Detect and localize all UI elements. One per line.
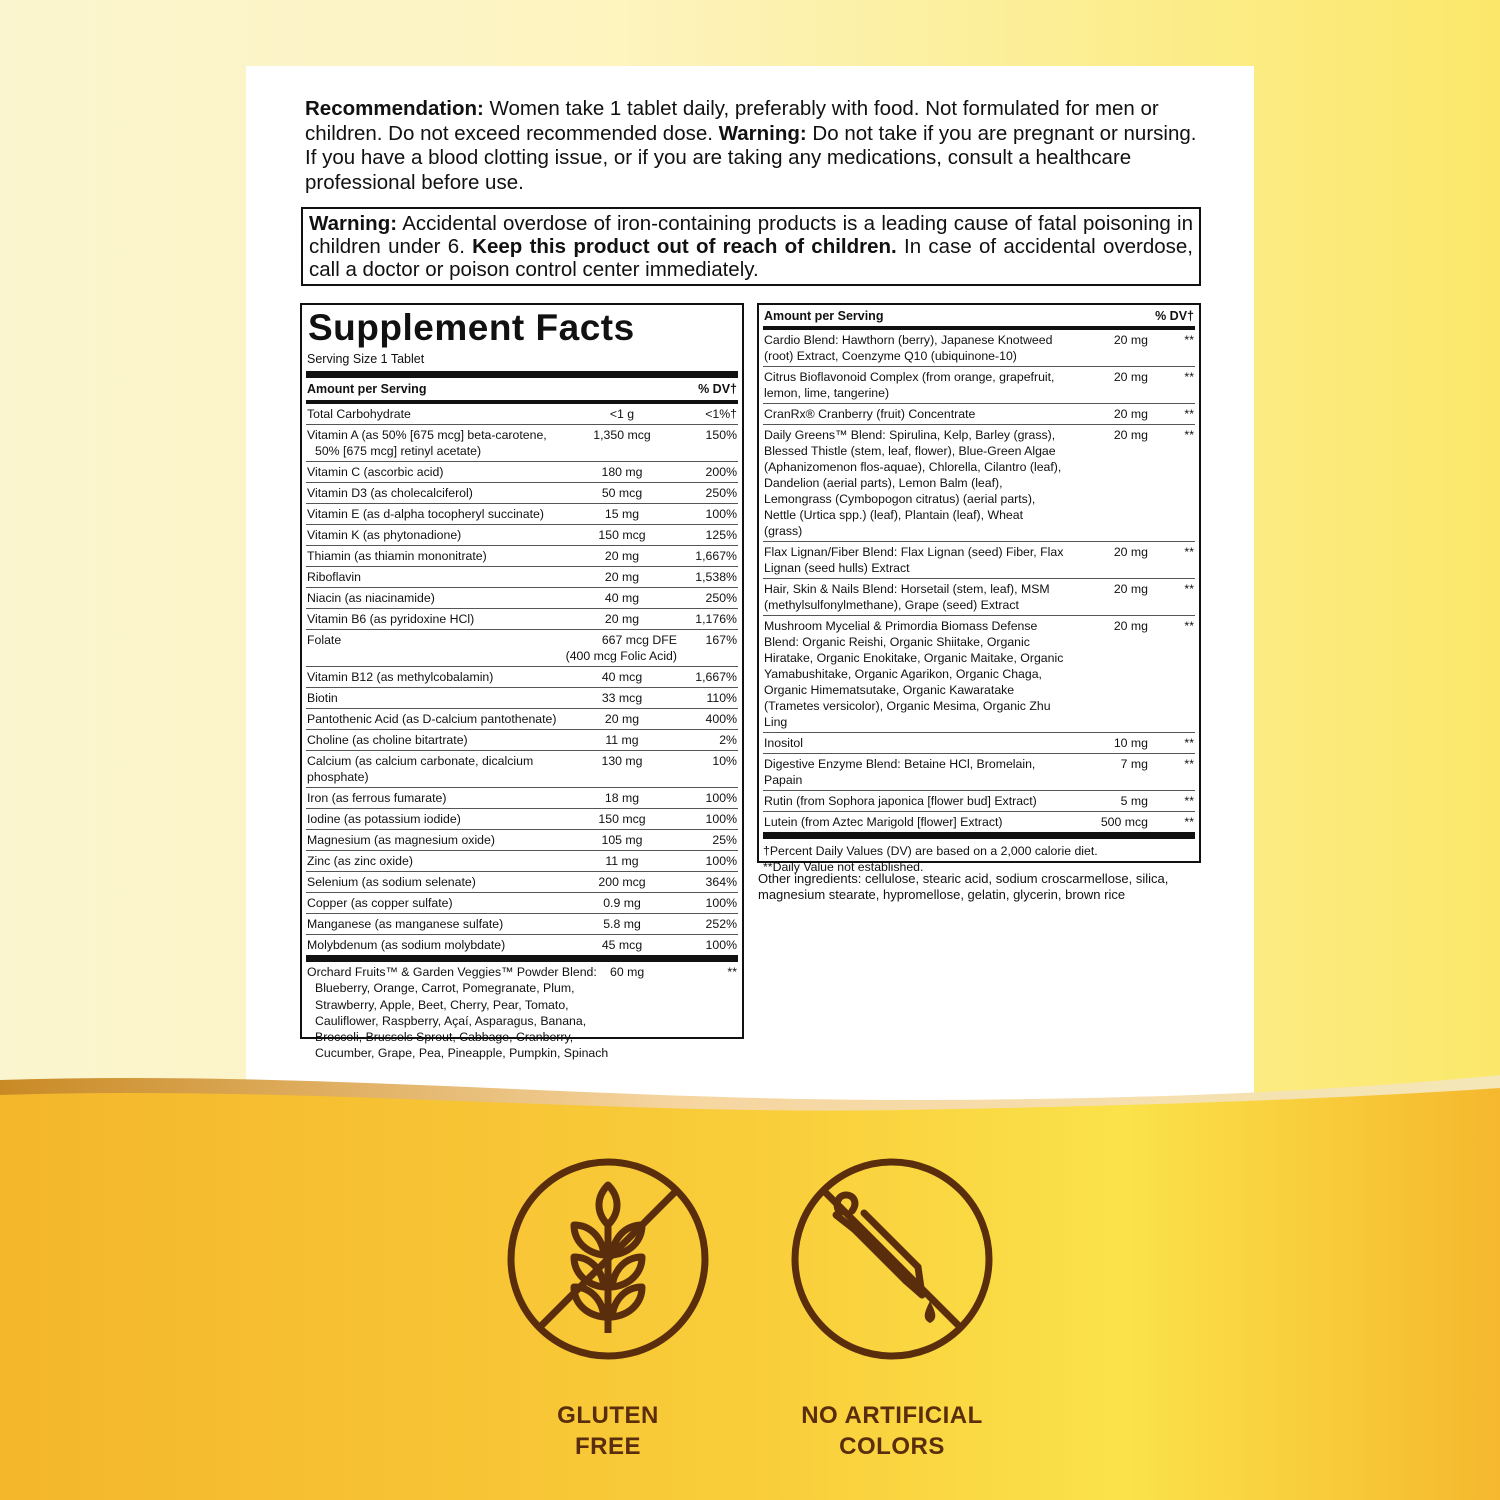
nutrient-row bbox=[306, 934, 738, 955]
nutrient-amount: 11 mg bbox=[605, 854, 639, 868]
serving-size: Serving Size 1 Tablet bbox=[307, 352, 425, 366]
gluten-free-label: GLUTEN FREE bbox=[557, 1402, 659, 1460]
nutrient-dv: 400% bbox=[705, 712, 737, 726]
blend-dv: ** bbox=[1184, 428, 1194, 442]
no-artificial-colors-badge bbox=[788, 1155, 996, 1368]
nutrient-name: Thiamin (as thiamin mononitrate) bbox=[307, 549, 487, 563]
blend-name: Orchard Fruits™ & Garden Veggies™ Powder Blend: bbox=[307, 965, 597, 979]
blend-name: Digestive Enzyme Blend: Betaine HCl, Bromelain, Papain bbox=[764, 757, 1036, 787]
nutrient-name: Niacin (as niacinamide) bbox=[307, 591, 435, 605]
blend-amount: 7 mg bbox=[1120, 757, 1148, 771]
bottom-band bbox=[0, 1060, 1500, 1500]
nutrient-dv: 100% bbox=[705, 812, 737, 826]
nutrient-amount-note: (400 mcg Folic Acid) bbox=[565, 649, 677, 663]
nutrient-amount: 200 mcg bbox=[598, 875, 646, 889]
nutrient-name: Manganese (as manganese sulfate) bbox=[307, 917, 504, 931]
blend-row bbox=[763, 403, 1195, 424]
blend-row bbox=[763, 790, 1195, 811]
nutrient-amount: 150 mcg bbox=[598, 812, 646, 826]
nutrient-name: Vitamin C (ascorbic acid) bbox=[307, 465, 444, 479]
nutrient-row bbox=[306, 503, 738, 524]
blend-amount: 20 mg bbox=[1113, 407, 1148, 421]
nutrient-dv: 1,667% bbox=[695, 670, 737, 684]
blend-row bbox=[763, 541, 1195, 578]
blend-row bbox=[763, 811, 1195, 832]
nutrient-amount: 45 mcg bbox=[601, 938, 643, 952]
nutrient-row bbox=[306, 566, 738, 587]
nutrient-name: Iodine (as potassium iodide) bbox=[307, 812, 461, 826]
blend-name: Citrus Bioflavonoid Complex (from orange, grapefruit, lemon, lime, tangerine) bbox=[764, 370, 1055, 400]
blend-dv: ** bbox=[1184, 370, 1194, 384]
blend-amount: 20 mg bbox=[1113, 545, 1148, 559]
nutrient-row bbox=[306, 608, 738, 629]
nutrient-dv: 100% bbox=[705, 938, 737, 952]
nutrient-row bbox=[306, 787, 738, 808]
amount-header: Amount per Serving bbox=[307, 382, 427, 396]
no-artificial-colors-label: NO ARTIFICIAL COLORS bbox=[801, 1402, 983, 1460]
nutrient-amount: 20 mg bbox=[604, 549, 640, 563]
nutrient-name: Vitamin A (as 50% [675 mcg] beta-carotene, bbox=[307, 428, 547, 442]
nutrient-dv: 100% bbox=[705, 896, 737, 910]
facts-table bbox=[306, 371, 738, 1064]
nutrient-dv: 125% bbox=[705, 528, 737, 542]
nutrient-amount: 33 mcg bbox=[601, 691, 643, 705]
nutrient-dv: 1,667% bbox=[695, 549, 737, 563]
blend-dv: ** bbox=[1184, 815, 1194, 829]
supplement-facts-title: Supplement Facts bbox=[308, 307, 635, 348]
nutrient-dv: 150% bbox=[705, 428, 737, 442]
nutrient-name-wrap bbox=[307, 427, 567, 459]
blend-dv: ** bbox=[1184, 619, 1194, 633]
nutrient-row bbox=[306, 424, 738, 461]
blend-row bbox=[763, 615, 1195, 732]
blend-row bbox=[306, 962, 738, 1064]
blend-row bbox=[763, 578, 1195, 615]
nutrient-name: Vitamin B12 (as methylcobalamin) bbox=[307, 670, 494, 684]
nutrient-row bbox=[306, 808, 738, 829]
nutrient-dv: 252% bbox=[705, 917, 737, 931]
nutrient-row bbox=[306, 404, 738, 424]
blend-dv: ** bbox=[1184, 582, 1194, 596]
blend-amount: 20 mg bbox=[1113, 428, 1148, 442]
nutrient-name: Copper (as copper sulfate) bbox=[307, 896, 453, 910]
nutrient-amount: 50 mcg bbox=[601, 486, 643, 500]
blend-name: Daily Greens™ Blend: Spirulina, Kelp, Barley (grass), Blessed Thistle (stem, leaf, flower), Blue-Green Algae (Aphanizomenon flos-aquae), Chlorella, Cilantro (leaf), Dandelion (aerial parts), Lemon Balm (leaf), Lemongrass (Cymbopogon citratus) (aerial parts), Nettle (Urtica spp.) (leaf), Plantain (leaf), Wheat (grass) bbox=[764, 428, 1062, 538]
blend-detail: Blueberry, Orange, Carrot, Pomegranate, Plum, Strawberry, Apple, Beet, Cherry, Pear, Tomato, Cauliflower, Raspberry, Açaí, Asparagus, Banana, Broccoli, Brussels Sprout, Cabbage, Cranberry, Cucumber, Grape, Pea, Pineapple, Pumpkin, Spinach bbox=[315, 981, 609, 1061]
nutrient-amount: 105 mg bbox=[601, 833, 643, 847]
nutrient-name: Choline (as choline bitartrate) bbox=[307, 733, 468, 747]
nutrient-amount: 20 mg bbox=[604, 612, 640, 626]
nutrient-name: Vitamin D3 (as cholecalciferol) bbox=[307, 486, 473, 500]
supplement-facts-panel bbox=[300, 303, 744, 1061]
blend-amount: 500 mcg bbox=[1100, 815, 1148, 829]
blend-dv: ** bbox=[1184, 407, 1194, 421]
nutrient-amount-line: 667 mcg DFE bbox=[601, 633, 677, 647]
nutrient-name: Pantothenic Acid (as D-calcium pantothenate) bbox=[307, 712, 557, 726]
blend-amount: 10 mg bbox=[1113, 736, 1148, 750]
blend-dv: ** bbox=[1184, 333, 1194, 347]
nutrient-name: Molybdenum (as sodium molybdate) bbox=[307, 938, 506, 952]
facts-table-2 bbox=[763, 309, 1195, 875]
nutrient-dv: <1%† bbox=[705, 407, 737, 421]
nutrient-row bbox=[306, 750, 738, 787]
blend-row bbox=[763, 366, 1195, 403]
nutrient-dv: 250% bbox=[705, 591, 737, 605]
gluten-free-badge bbox=[504, 1155, 712, 1368]
blend-amount: 20 mg bbox=[1113, 619, 1148, 633]
nutrient-row bbox=[306, 850, 738, 871]
nutrient-dv: 1,538% bbox=[695, 570, 737, 584]
nutrient-row bbox=[306, 892, 738, 913]
blend-row bbox=[763, 732, 1195, 753]
footnote-not-established: **Daily Value not established. bbox=[763, 860, 924, 874]
nutrient-name: Biotin bbox=[307, 691, 338, 705]
nutrient-row bbox=[306, 687, 738, 708]
iron-warning-box: Warning: Accidental overdose of iron-containing products is a leading cause of fatal poisoning in children under 6. Keep this product out of reach of children. In case of accidental overdose, call a doctor or poison control center immediately. bbox=[301, 207, 1201, 286]
nutrient-dv: 25% bbox=[712, 833, 737, 847]
dv-header: % DV† bbox=[698, 382, 737, 396]
blend-amount: 20 mg bbox=[1113, 582, 1148, 596]
blend-name: Inositol bbox=[764, 736, 803, 750]
nutrient-dv: 200% bbox=[705, 465, 737, 479]
nutrient-row bbox=[306, 461, 738, 482]
amount-header-2: Amount per Serving bbox=[764, 309, 884, 323]
other-ingredients: Other ingredients: cellulose, stearic acid, sodium croscarmellose, silica, magnesium stearate, hypromellose, gelatin, glycerin, brown rice bbox=[758, 871, 1169, 902]
nutrient-amount: 20 mg bbox=[604, 712, 640, 726]
nutrient-name: Selenium (as sodium selenate) bbox=[307, 875, 476, 889]
nutrient-row bbox=[306, 871, 738, 892]
nutrient-amount: 40 mcg bbox=[601, 670, 643, 684]
nutrient-amount: 180 mg bbox=[601, 465, 643, 479]
nutrient-name: Total Carbohydrate bbox=[307, 407, 411, 421]
footnote-dv: †Percent Daily Values (DV) are based on a 2,000 calorie diet. bbox=[763, 844, 1098, 858]
nutrient-amount: <1 g bbox=[609, 407, 635, 421]
nutrient-amount: 0.9 mg bbox=[603, 896, 641, 910]
nutrient-dv: 110% bbox=[706, 691, 737, 705]
blend-amount: 60 mg bbox=[610, 965, 645, 979]
nutrient-dv: 2% bbox=[719, 733, 737, 747]
nutrient-amount: 11 mg bbox=[605, 733, 639, 747]
blend-amount: 20 mg bbox=[1113, 370, 1148, 384]
nutrient-amount: 1,350 mcg bbox=[593, 428, 651, 442]
nutrient-dv: 100% bbox=[705, 854, 737, 868]
nutrient-name: Zinc (as zinc oxide) bbox=[307, 854, 413, 868]
nutrient-row bbox=[306, 545, 738, 566]
nutrient-amount: 5.8 mg bbox=[603, 917, 641, 931]
blend-dv: ** bbox=[1184, 794, 1194, 808]
nutrient-row bbox=[306, 913, 738, 934]
blend-amount: 20 mg bbox=[1113, 333, 1148, 347]
nutrient-amount: 18 mg bbox=[604, 791, 640, 805]
nutrient-name: Iron (as ferrous fumarate) bbox=[307, 791, 447, 805]
nutrient-dv: 10% bbox=[712, 754, 737, 768]
blend-name: Lutein (from Aztec Marigold [flower] Extract) bbox=[764, 815, 1003, 829]
nutrient-amount: 130 mg bbox=[601, 754, 643, 768]
nutrient-amount: 20 mg bbox=[604, 570, 640, 584]
nutrient-amount bbox=[547, 632, 677, 664]
nutrient-amount: 150 mcg bbox=[598, 528, 646, 542]
blend-name: Mushroom Mycelial & Primordia Biomass Defense Blend: Organic Reishi, Organic Shiitake, Organic Hiratake, Organic Enokitake, Organic Maitake, Organic Yamabushitake, Organic Agarikon, Organic Chaga, Organic Himematsutake, Organic Kawaratake (Trametes versicolor), Organic Mesima, Organic Zhu Ling bbox=[764, 619, 1064, 729]
blend-name: Rutin (from Sophora japonica [flower bud] Extract) bbox=[764, 794, 1037, 808]
blend-name: CranRx® Cranberry (fruit) Concentrate bbox=[764, 407, 976, 421]
nutrient-dv: 364% bbox=[705, 875, 737, 889]
nutrient-row bbox=[306, 587, 738, 608]
nutrient-name-cont: 50% [675 mcg] retinyl acetate) bbox=[315, 444, 482, 458]
nutrient-row bbox=[306, 829, 738, 850]
nutrient-row bbox=[306, 708, 738, 729]
blend-dv: ** bbox=[1184, 757, 1194, 771]
blend-dv: ** bbox=[727, 965, 737, 979]
blend-name: Hair, Skin & Nails Blend: Horsetail (stem, leaf), MSM (methylsulfonylmethane), Grape (seed) Extract bbox=[764, 582, 1050, 612]
nutrient-dv: 100% bbox=[705, 791, 737, 805]
nutrient-name: Calcium (as calcium carbonate, dicalcium phosphate) bbox=[307, 754, 534, 784]
nutrient-name: Vitamin B6 (as pyridoxine HCl) bbox=[307, 612, 475, 626]
dropper-crossed-icon bbox=[788, 1155, 996, 1363]
blend-dv: ** bbox=[1184, 736, 1194, 750]
blend-amount: 5 mg bbox=[1120, 794, 1148, 808]
nutrient-row bbox=[306, 482, 738, 503]
nutrient-row bbox=[306, 666, 738, 687]
blend-row bbox=[763, 330, 1195, 366]
nutrient-dv: 100% bbox=[705, 507, 737, 521]
nutrient-amount: 40 mg bbox=[604, 591, 640, 605]
nutrient-name: Vitamin E (as d-alpha tocopheryl succinate) bbox=[307, 507, 544, 521]
wheat-crossed-icon bbox=[504, 1155, 712, 1363]
nutrient-row bbox=[306, 629, 738, 666]
nutrient-name: Vitamin K (as phytonadione) bbox=[307, 528, 462, 542]
blend-dv: ** bbox=[1184, 545, 1194, 559]
supplement-facts-continued bbox=[757, 303, 1201, 874]
recommendation-text: Recommendation: Women take 1 tablet daily, preferably with food. Not formulated for men or children. Do not exceed recommended dose. Warning: Do not take if you are pregnant or nursing. If you have a blood clotting issue, or if you are taking any medications, consult a healthcare professional before use. bbox=[305, 97, 1197, 194]
nutrient-dv: 250% bbox=[705, 486, 737, 500]
dv-header-2: % DV† bbox=[1155, 309, 1194, 323]
blend-row bbox=[763, 424, 1195, 541]
blend-row bbox=[763, 753, 1195, 790]
nutrient-amount: 15 mg bbox=[604, 507, 640, 521]
nutrient-dv: 1,176% bbox=[695, 612, 737, 626]
nutrient-row bbox=[306, 729, 738, 750]
blend-name: Cardio Blend: Hawthorn (berry), Japanese Knotweed (root) Extract, Coenzyme Q10 (ubiquinone-10) bbox=[764, 333, 1053, 363]
blend-name: Flax Lignan/Fiber Blend: Flax Lignan (seed) Fiber, Flax Lignan (seed hulls) Extract bbox=[764, 545, 1064, 575]
nutrient-dv: 167% bbox=[705, 633, 737, 647]
nutrient-name: Riboflavin bbox=[307, 570, 361, 584]
nutrient-name: Folate bbox=[307, 633, 342, 647]
nutrient-name: Magnesium (as magnesium oxide) bbox=[307, 833, 495, 847]
nutrient-row bbox=[306, 524, 738, 545]
